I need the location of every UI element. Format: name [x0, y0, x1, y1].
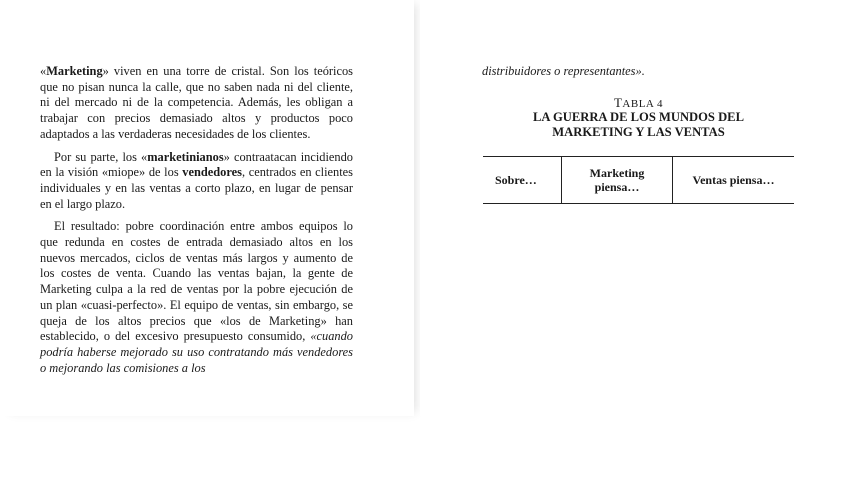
text-span: « [40, 64, 47, 78]
table-title-line-1: LA GUERRA DE LOS MUNDOS DEL [533, 110, 744, 124]
text-span: Por su parte, los « [54, 149, 148, 164]
header-cell-marketing: Marketing piensa… [562, 157, 673, 203]
header-cell-sobre: Sobre… [483, 157, 562, 203]
bold-term: Marketing [46, 64, 103, 78]
continuation-text: distribuidores o representantes». [482, 64, 645, 78]
text-span: , centrados en clientes individuales y en las ventas a corto plazo, en lugar de pensar en el largo plazo. [40, 165, 353, 211]
table-title [482, 110, 795, 140]
bold-term: marketinianos [147, 149, 224, 164]
italic-quote: «cuando podría haberse mejorado su uso contratando más vendedores o mejorando las comisiones a los [40, 329, 353, 375]
text-span: El resultado: pobre coordinación entre ambos equipos lo que redunda en costes de entrada demasiado altos en los nuevos mercados, ciclos de ventas más largos y aumento de los costes de venta. Cuando las ventas bajan, la gente de Marketing culpa a la red de ventas por la pobre ejecución de un plan «cuasi-perfecto». El equipo de ventas, sin embargo, se queja de los altos precios que «los de Marketing» han establecido, o del excesivo presupuesto consumido, [40, 219, 353, 344]
text-span: » viven en una torre de cristal. Son los teóricos que no pisan nunca la calle, que no saben nada ni del cliente, ni del mercado ni de la competencia. Además, les obligan a trabajar con precios demasiado altos y productos poco adaptados a las verdaderas necesidades de los clientes. [40, 64, 353, 141]
left-text-column [40, 64, 353, 383]
paragraph-3 [40, 219, 353, 376]
bold-term: vendedores [182, 165, 242, 180]
comparison-table-header [483, 156, 794, 204]
table-label-cap: T [613, 95, 623, 110]
paragraph-2 [40, 150, 353, 213]
right-page [420, 0, 848, 416]
header-cell-ventas: Ventas piensa… [692, 173, 775, 187]
paragraph-1 [40, 64, 353, 143]
table-label-rest: ABLA 4 [622, 98, 664, 110]
table-label [482, 95, 795, 111]
text-span: » contraatacan incidiendo en la visión «miope» de los [40, 149, 353, 180]
table-title-line-2: MARKETING Y LAS VENTAS [552, 125, 725, 139]
